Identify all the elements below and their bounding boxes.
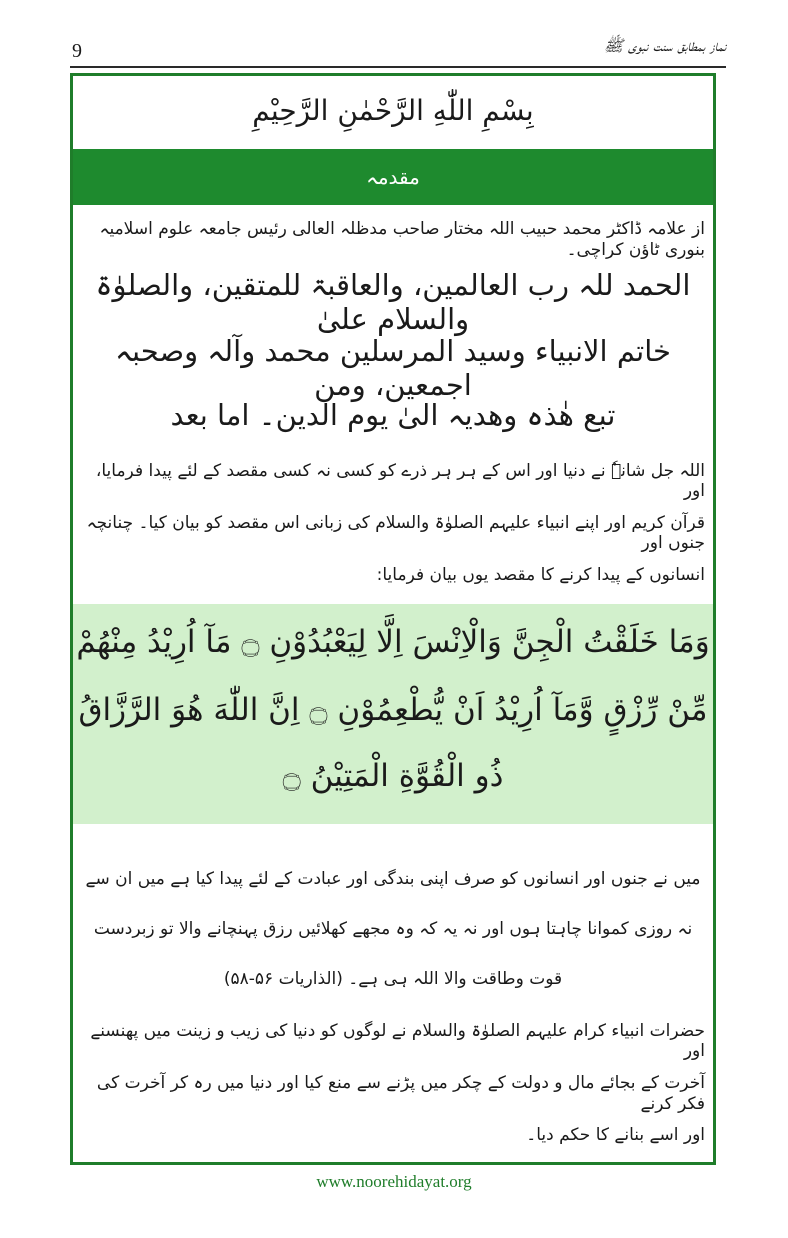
translation-line: قوت وطاقت والا اللہ ہی ہے۔ (الذاریات ۵۶-۵۸) — [223, 969, 563, 989]
verse-line: ذُو الْقُوَّةِ الْمَتِيْنُ ۝ — [282, 758, 504, 794]
running-title: نماز بمطابق سنت نبوی ﷺ — [603, 36, 726, 55]
translation-line: نہ روزی کموانا چاہتا ہوں اور نہ یہ کہ وہ مجھے کھلائیں رزق پہنچانے والا تو زبردست — [93, 919, 693, 939]
arabic-opening-line: تبع ھٰذہ وھدیہ الیٰ یوم الدین۔ اما بعد — [170, 398, 616, 432]
intro-line: از علامہ ڈاکٹر محمد حبیب اللہ مختار صاحب مدظلہ العالی رئیس جامعہ علوم اسلامیہ بنوری ٹاؤن کراچی۔ — [99, 219, 705, 260]
verse-line: وَمَا خَلَقْتُ الْجِنَّ وَالْاِنْسَ اِلَّا لِيَعْبُدُوْنِ ۝ مَآ اُرِيْدُ مِنْهُمْ — [76, 624, 710, 660]
header-rule — [70, 66, 726, 68]
verse-line: مِّنْ رِّزْقٍ وَّمَآ اُرِيْدُ اَنْ يُّطْعِمُوْنِ ۝ اِنَّ اللّٰهَ هُوَ الرَّزَّاقُ — [78, 692, 708, 728]
section-title-bar — [73, 149, 713, 205]
translation-line: میں نے جنوں اور انسانوں کو صرف اپنی بندگی اور عبادت کے لئے پیدا کیا ہے میں ان سے — [85, 869, 701, 889]
page-number: 9 — [72, 40, 82, 62]
paragraph-line: اللہ جل شانہٗ نے دنیا اور اس کے ہر ہر ذرے کو کسی نہ کسی مقصد کے لئے پیدا فرمایا، اور — [95, 461, 705, 501]
paragraph-line: آخرت کے بجائے مال و دولت کے چکر میں پڑنے سے منع کیا اور دنیا میں رہ کر آخرت کی فکر کرنے — [96, 1073, 705, 1114]
paragraph-line: قرآن کریم اور اپنے انبیاء علیہم الصلوٰۃ والسلام کی زبانی اس مقصد کو بیان کیا۔ چنانچہ جنوں اور — [86, 513, 705, 553]
section-title: مقدمہ — [366, 165, 420, 189]
verse-box — [73, 604, 713, 824]
paragraph-line: اور اسے بنانے کا حکم دیا۔ — [526, 1125, 705, 1145]
arabic-opening-line: خاتم الانبیاء وسید المرسلین محمد وآلہ وصحبہ اجمعین، ومن — [115, 334, 671, 402]
arabic-opening-line: الحمد للہ رب العالمین، والعاقبۃ للمتقین، والصلوٰۃ والسلام علیٰ — [95, 268, 691, 336]
footer-url[interactable]: www.noorehidayat.org — [316, 1172, 472, 1191]
paragraph-line: حضرات انبیاء کرام علیہم الصلوٰۃ والسلام نے لوگوں کو دنیا کی زیب و زینت میں پھنسنے اور — [90, 1021, 705, 1061]
paragraph-line: انسانوں کے پیدا کرنے کا مقصد یوں بیان فرمایا: — [376, 565, 705, 585]
content-frame — [70, 73, 716, 1165]
bismillah: بِسْمِ اللّٰهِ الرَّحْمٰنِ الرَّحِيْمِ — [252, 94, 534, 127]
